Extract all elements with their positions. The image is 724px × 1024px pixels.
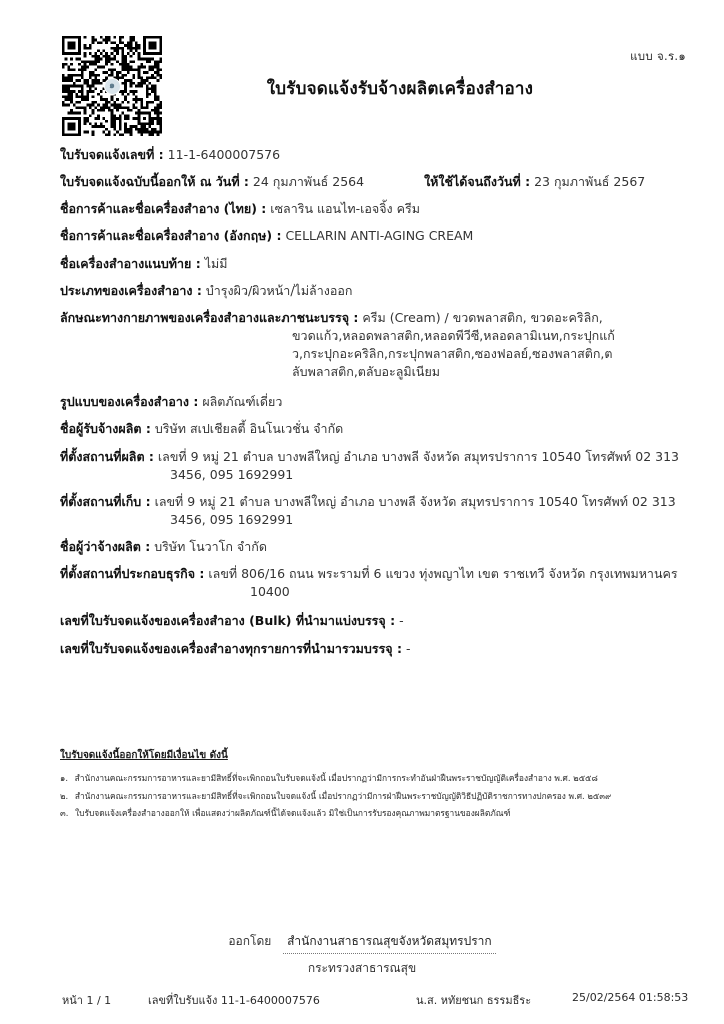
field-dates <box>0 173 724 191</box>
field-value-line-1: เลขที่ 9 หมู่ 21 ตำบล บางพลีใหญ่ อำเภอ บางพลี จังหวัด สมุทรปราการ 10540 โทรศัพท์ 02 313 <box>154 493 676 509</box>
issuer-prefix-label: ออกโดย <box>228 934 272 948</box>
field-value: บริษัท สเปเชียลตี้ อินโนเวชั่น จำกัด <box>154 421 344 437</box>
field-list <box>0 146 724 667</box>
field-label: ชื่อการค้าและชื่อเครื่องสำอาง (อังกฤษ) : <box>60 228 282 244</box>
field-name-english <box>0 227 724 245</box>
field-hirer-name <box>0 538 724 556</box>
field-value-line-4: ลับพลาสติก,ตลับอะลูมิเนียม <box>292 364 441 380</box>
page-title: ใบรับจดแจ้งรับจ้างผลิตเครื่องสำอาง <box>266 79 534 99</box>
field-appendix-name <box>0 255 724 273</box>
field-combined-receipt-number <box>0 640 724 658</box>
field-manufacturer-name <box>0 420 724 438</box>
condition-item <box>60 772 680 785</box>
condition-number: ๓. <box>60 808 69 819</box>
field-business-address <box>0 565 724 601</box>
page-footer <box>0 991 724 1011</box>
expiry-label: ให้ใช้ได้จนถึงวันที่ : <box>424 174 531 190</box>
field-value: บริษัท โนวาโก จำกัด <box>154 539 267 554</box>
field-label: ชื่อผู้ว่าจ้างผลิต : <box>60 539 151 554</box>
footer-officer-name: น.ส. หทัยชนก ธรรมธีระ <box>416 994 532 1007</box>
field-label: ลักษณะทางกายภาพของเครื่องสำอางและภาชนะบรรจุ : <box>60 309 359 325</box>
field-label: ชื่อผู้รับจ้างผลิต : <box>60 421 151 437</box>
issuer-office-name: สำนักงานสาธารณสุขจังหวัดสมุทรปราก <box>283 932 496 954</box>
conditions-section <box>60 748 680 825</box>
form-code: แบบ จ.ร.๑ <box>630 49 686 63</box>
issue-date-value: 24 กุมภาพันธ์ 2564 <box>252 174 365 190</box>
field-value: ไม่มี <box>204 255 228 271</box>
footer-receipt-number: เลขที่ใบรับแจ้ง 11-1-6400007576 <box>148 994 320 1007</box>
conditions-title: ใบรับจดแจ้งนี้ออกให้โดยมีเงื่อนไข ดังนี้ <box>60 750 228 761</box>
field-value-line-2: ขวดแก้ว,หลอดพลาสติก,หลอดพีวีซี,หลอดลามิเนท,กระปุกแก้ <box>292 327 615 343</box>
field-label: เลขที่ใบรับจดแจ้งของเครื่องสำอางทุกรายการที่นำมารวมบรรจุ : <box>60 640 402 656</box>
condition-number: ๒. <box>60 790 69 801</box>
field-value-line-3: ว,กระปุกอะคริลิก,กระปุกพลาสติก,ซองฟอลย์,ซองพลาสติก,ต <box>292 346 613 361</box>
field-physical-characteristics <box>0 309 724 382</box>
issuer-line <box>228 932 495 954</box>
field-value: - <box>405 640 411 656</box>
expiry-pair <box>424 174 645 189</box>
field-value-line-1: เลขที่ 9 หมู่ 21 ตำบล บางพลีใหญ่ อำเภอ บางพลี จังหวัด สมุทรปราการ 10540 โทรศัพท์ 02 313 <box>157 448 680 464</box>
field-value: เซลาริน แอนไท-เอจจิ้ง ครีม <box>270 201 420 217</box>
issuer-block <box>0 932 724 978</box>
field-label: ที่ตั้งสถานที่ผลิต : <box>60 448 154 464</box>
condition-item <box>60 790 680 803</box>
field-label: ประเภทของเครื่องสำอาง : <box>60 282 202 298</box>
field-label: ที่ตั้งสถานที่เก็บ : <box>60 493 151 509</box>
field-label: เลขที่ใบรับจดแจ้งของเครื่องสำอาง (Bulk) ที่นำมาแบ่งบรรจุ : <box>60 613 396 629</box>
condition-item <box>60 807 680 820</box>
field-label: ที่ตั้งสถานที่ประกอบธุรกิจ : <box>60 566 205 582</box>
footer-page-number: หน้า 1 / 1 <box>62 994 112 1007</box>
field-value: ผลิตภัณฑ์เดี่ยว <box>202 394 283 410</box>
field-receipt-number <box>0 146 724 164</box>
field-label: ชื่อเครื่องสำอางแนบท้าย : <box>60 255 201 271</box>
field-label: ใบรับจดแจ้งเลขที่ : <box>60 147 164 162</box>
condition-text: ใบรับจดแจ้งเครื่องสำอางออกให้ เพื่อแสดงว่าผลิตภัณฑ์นี้ได้จดแจ้งแล้ว มิใช่เป็นการรับรองคุณภาพมาตรฐานของผลิตภัณฑ์ <box>75 808 511 819</box>
field-value-line-1: ครีม (Cream) / ขวดพลาสติก, ขวดอะคริลิก, <box>362 309 603 325</box>
field-product-form <box>0 393 724 411</box>
expiry-value: 23 กุมภาพันธ์ 2567 <box>534 174 646 190</box>
condition-number: ๑. <box>60 773 68 783</box>
issue-date-label: ใบรับจดแจ้งฉบับนี้ออกให้ ณ วันที่ : <box>60 174 249 190</box>
field-label: รูปแบบของเครื่องสำอาง : <box>60 394 199 410</box>
field-value-line-1: เลขที่ 806/16 ถนน พระรามที่ 6 แขวง ทุ่งพญาไท เขต ราชเทวี จังหวัด กรุงเทพมหานคร <box>208 566 678 582</box>
field-value-line-2: 10400 <box>250 584 290 600</box>
field-value-line-2: 3456, 095 1692991 <box>170 466 294 482</box>
field-value: บำรุงผิว/ผิวหน้า/ไม่ล้างออก <box>205 282 353 298</box>
issuer-ministry-name: กระทรวงสาธารณสุข <box>307 961 417 975</box>
field-name-thai <box>0 200 724 218</box>
condition-text: สำนักงานคณะกรรมการอาหารและยามีสิทธิ์ที่จะเพิกถอนใบจดแจ้งนี้ เมื่อปรากฏว่ามีการฝ่าฝืนพระราชบัญญัติวิธีปฏิบัติราชการทางปกครอง พ.ศ. ๒๕๓๙ <box>74 790 612 801</box>
footer-timestamp: 25/02/2564 01:58:53 <box>572 991 689 1004</box>
field-category <box>0 282 724 300</box>
field-value: - <box>399 613 404 629</box>
field-value-line-2: 3456, 095 1692991 <box>170 511 294 527</box>
field-storage-address <box>0 493 724 529</box>
field-factory-address <box>0 448 724 484</box>
field-value: CELLARIN ANTI-AGING CREAM <box>285 228 474 244</box>
condition-text: สำนักงานคณะกรรมการอาหารและยามีสิทธิ์ที่จะเพิกถอนใบรับจดแจ้งนี้ เมื่อปรากฏว่ามีการกระทำอันฝ่าฝืนพระราชบัญญัติเครื่องสำอาง พ.ศ. ๒๕๕๘ <box>74 773 598 783</box>
qr-code[interactable] <box>62 36 162 136</box>
qr-code-logo: ๑ <box>104 78 121 95</box>
field-bulk-receipt-number <box>0 612 724 630</box>
field-label: ชื่อการค้าและชื่อเครื่องสำอาง (ไทย) : <box>60 201 267 217</box>
field-value: 11-1-6400007576 <box>167 147 281 162</box>
